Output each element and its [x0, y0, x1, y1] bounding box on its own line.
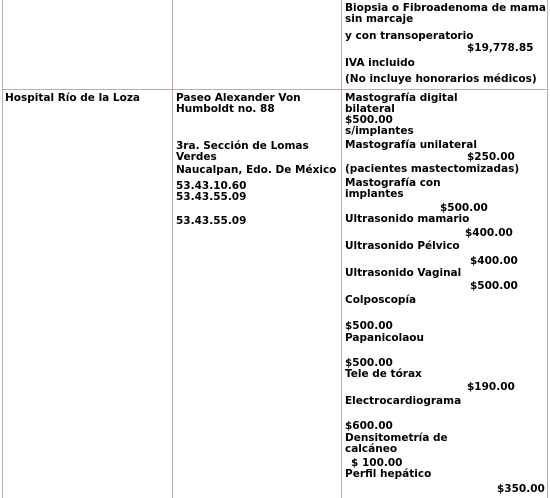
address-line: Paseo Alexander Von	[176, 92, 301, 104]
service-name: Mastografía unilateral	[345, 139, 477, 151]
service-price: $350.00	[497, 483, 545, 495]
service-title: Biopsia o Fibroadenoma de mama	[345, 2, 546, 14]
column-divider-2	[341, 0, 342, 498]
service-price: $ 100.00	[351, 457, 403, 469]
service-price: $400.00	[465, 227, 513, 239]
service-name: Mastografía digital	[345, 92, 458, 104]
service-name: Ultrasonido Vaginal	[345, 267, 462, 279]
service-price: $19,778.85	[467, 42, 534, 54]
service-detail: s/implantes	[345, 125, 414, 137]
tax-note: IVA incluido	[345, 57, 415, 69]
service-name: Ultrasonido mamario	[345, 213, 470, 225]
address-line: Verdes	[176, 151, 217, 163]
phone-number: 53.43.55.09	[176, 215, 247, 227]
service-price: $400.00	[470, 255, 518, 267]
service-price: $500.00	[470, 280, 518, 292]
service-price: $500.00	[345, 357, 393, 369]
address-line: Naucalpan, Edo. De México	[176, 164, 337, 176]
phone-number: 53.43.55.09	[176, 191, 247, 203]
service-name: Papanicolaou	[345, 332, 424, 344]
service-name: Perfil hepático	[345, 468, 432, 480]
service-price: $250.00	[467, 151, 515, 163]
service-name: Tele de tórax	[345, 368, 422, 380]
service-price: $190.00	[467, 381, 515, 393]
table-border-left	[2, 0, 3, 498]
hospital-name: Hospital Río de la Loza	[5, 92, 141, 104]
service-name: Densitometría de	[345, 432, 448, 444]
address-line: Humboldt no. 88	[176, 103, 275, 115]
service-price: $600.00	[345, 420, 393, 432]
phone-number: 53.43.10.60	[176, 180, 247, 192]
service-name: implantes	[345, 188, 404, 200]
service-price: $500.00	[345, 320, 393, 332]
fees-note: (No incluye honorarios médicos)	[345, 73, 537, 85]
service-name: bilateral	[345, 103, 395, 115]
row-divider	[2, 89, 548, 90]
service-detail: y con transoperatorio	[345, 30, 474, 42]
address-line: 3ra. Sección de Lomas	[176, 140, 309, 152]
service-name: Colposcopía	[345, 294, 417, 306]
column-divider-1	[172, 0, 173, 498]
service-price: $500.00	[345, 114, 393, 126]
service-name: Mastografía con	[345, 177, 441, 189]
service-name: Electrocardiograma	[345, 395, 462, 407]
service-detail: sin marcaje	[345, 13, 414, 25]
service-name: Ultrasonido Pélvico	[345, 240, 460, 252]
service-name: calcáneo	[345, 443, 398, 455]
service-price: $500.00	[440, 202, 488, 214]
service-detail: (pacientes mastectomizadas)	[345, 163, 520, 175]
table-border-right	[547, 0, 548, 498]
